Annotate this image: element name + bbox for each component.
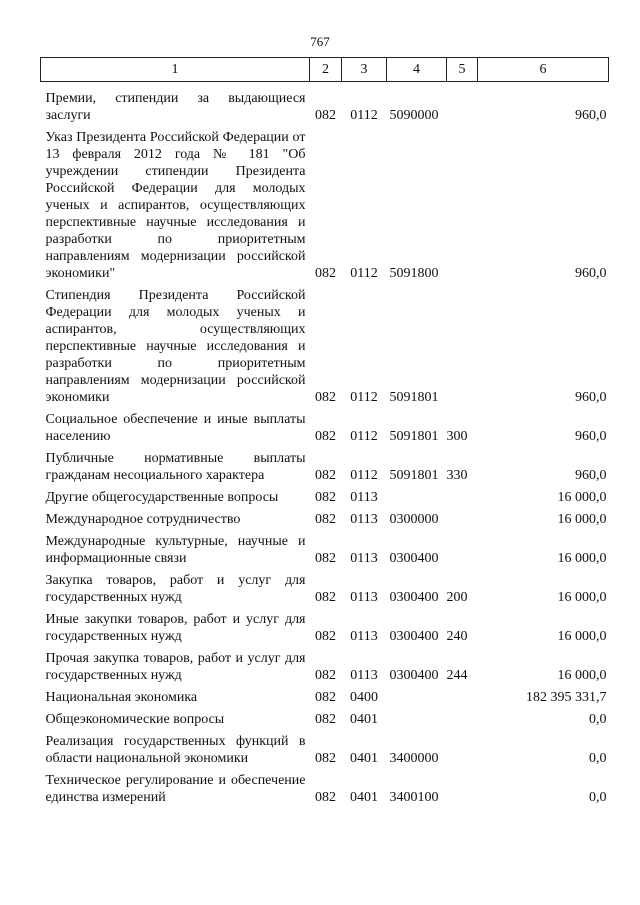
row-expense-type-code [447, 684, 478, 706]
row-expense-type-code [447, 82, 478, 125]
row-amount: 16 000,0 [557, 551, 607, 566]
table-row [41, 728, 609, 767]
table-header [41, 58, 609, 82]
table-row [41, 406, 609, 445]
row-target-code: 0300400 [389, 668, 439, 683]
row-expense-type-code [447, 728, 478, 767]
table-row [41, 282, 609, 406]
row-name: Международные культурные, научные и информационные связи [45, 534, 306, 566]
row-section-code: 0112 [350, 390, 378, 405]
row-ved-code: 082 [315, 108, 336, 123]
row-amount: 16 000,0 [557, 490, 607, 505]
table-row [41, 445, 609, 484]
row-name: Реализация государственных функций в области национальной экономики [45, 734, 306, 766]
row-expense-type-code: 330 [446, 468, 468, 483]
page-number: 767 [310, 34, 330, 49]
row-ved-code: 082 [315, 629, 336, 644]
row-ved-code: 082 [315, 390, 336, 405]
row-amount: 0,0 [589, 790, 607, 805]
table-row [41, 684, 609, 706]
row-name: Стипендия Президента Российской Федерации для молодых ученых и аспирантов, осуществляющих перспективные научные исследования и разработки по приоритетным направлениям модернизации российской экономики [45, 288, 306, 405]
row-section-code: 0400 [350, 690, 378, 705]
row-section-code: 0112 [350, 429, 378, 444]
column-header-4: 4 [387, 58, 447, 82]
row-amount: 16 000,0 [557, 512, 607, 527]
row-target-code: 5091801 [389, 468, 439, 483]
row-ved-code: 082 [315, 751, 336, 766]
header-row [41, 58, 609, 82]
row-name: Социальное обеспечение и иные выплаты населению [45, 412, 306, 444]
row-target-code: 5090000 [389, 108, 439, 123]
row-name: Публичные нормативные выплаты гражданам несоциального характера [45, 451, 306, 483]
row-amount: 0,0 [589, 712, 607, 727]
row-target-code: 5091801 [389, 390, 439, 405]
row-expense-type-code: 244 [446, 668, 468, 683]
row-section-code: 0113 [350, 590, 378, 605]
row-name: Закупка товаров, работ и услуг для государственных нужд [45, 573, 306, 605]
row-expense-type-code [447, 124, 478, 282]
row-expense-type-code: 300 [446, 429, 468, 444]
row-ved-code: 082 [315, 266, 336, 281]
row-amount: 960,0 [575, 108, 607, 123]
row-section-code: 0113 [350, 490, 378, 505]
row-amount: 960,0 [575, 390, 607, 405]
row-ved-code: 082 [315, 429, 336, 444]
row-name: Общеэкономические вопросы [45, 712, 225, 727]
row-target-code: 0300400 [389, 590, 439, 605]
row-expense-type-code [447, 506, 478, 528]
row-section-code: 0401 [350, 790, 378, 805]
row-expense-type-code [447, 767, 478, 806]
row-ved-code: 082 [315, 690, 336, 705]
table-body [41, 82, 609, 807]
row-amount: 960,0 [575, 266, 607, 281]
row-expense-type-code: 240 [446, 629, 468, 644]
row-section-code: 0401 [350, 751, 378, 766]
row-expense-type-code [447, 706, 478, 728]
row-expense-type-code [447, 484, 478, 506]
row-amount: 960,0 [575, 429, 607, 444]
row-amount: 960,0 [575, 468, 607, 483]
row-target-code: 5091800 [389, 266, 439, 281]
table-row [41, 767, 609, 806]
table-row [41, 645, 609, 684]
row-section-code: 0112 [350, 468, 378, 483]
row-name: Техническое регулирование и обеспечение единства измерений [45, 773, 306, 805]
row-ved-code: 082 [315, 790, 336, 805]
row-target-code [387, 706, 447, 728]
row-section-code: 0113 [350, 512, 378, 527]
row-target-code: 3400000 [389, 751, 439, 766]
table-row [41, 124, 609, 282]
row-expense-type-code [447, 528, 478, 567]
table-row [41, 484, 609, 506]
row-target-code [387, 484, 447, 506]
row-name: Прочая закупка товаров, работ и услуг для государственных нужд [45, 651, 306, 683]
column-header-6: 6 [478, 58, 609, 82]
row-ved-code: 082 [315, 468, 336, 483]
row-ved-code: 082 [315, 712, 336, 727]
table-row [41, 567, 609, 606]
row-section-code: 0113 [350, 551, 378, 566]
row-section-code: 0113 [350, 668, 378, 683]
row-name: Международное сотрудничество [45, 512, 241, 527]
row-name: Национальная экономика [45, 690, 198, 705]
row-expense-type-code [447, 282, 478, 406]
row-target-code: 5091801 [389, 429, 439, 444]
row-target-code: 0300400 [389, 629, 439, 644]
row-name: Иные закупки товаров, работ и услуг для государственных нужд [45, 612, 306, 644]
row-name: Премии, стипендии за выдающиеся заслуги [45, 91, 306, 123]
row-target-code: 3400100 [389, 790, 439, 805]
row-section-code: 0112 [350, 266, 378, 281]
table-row [41, 506, 609, 528]
row-amount: 16 000,0 [557, 590, 607, 605]
row-section-code: 0401 [350, 712, 378, 727]
column-header-1: 1 [41, 58, 310, 82]
table-row [41, 82, 609, 125]
row-amount: 0,0 [589, 751, 607, 766]
row-target-code [387, 684, 447, 706]
row-ved-code: 082 [315, 590, 336, 605]
row-amount: 182 395 331,7 [526, 690, 607, 705]
row-name: Указ Президента Российской Федерации от 13 февраля 2012 года № 181 "Об учреждении стипендии Президента Российской Федерации для молодых ученых и аспирантов, осуществляющих перспективные научные исследования и разработки по приоритетным направлениям модернизации российской экономики" [45, 130, 306, 281]
table-row [41, 706, 609, 728]
row-ved-code: 082 [315, 512, 336, 527]
row-target-code: 0300000 [389, 512, 439, 527]
table-row [41, 528, 609, 567]
row-target-code: 0300400 [389, 551, 439, 566]
row-amount: 16 000,0 [557, 629, 607, 644]
column-header-2: 2 [310, 58, 342, 82]
column-header-3: 3 [342, 58, 387, 82]
column-header-5: 5 [447, 58, 478, 82]
table-row [41, 606, 609, 645]
row-ved-code: 082 [315, 668, 336, 683]
row-section-code: 0113 [350, 629, 378, 644]
row-section-code: 0112 [350, 108, 378, 123]
row-amount: 16 000,0 [557, 668, 607, 683]
row-expense-type-code: 200 [446, 590, 468, 605]
row-ved-code: 082 [315, 490, 336, 505]
budget-table [40, 57, 609, 806]
row-ved-code: 082 [315, 551, 336, 566]
row-name: Другие общегосударственные вопросы [45, 490, 279, 505]
